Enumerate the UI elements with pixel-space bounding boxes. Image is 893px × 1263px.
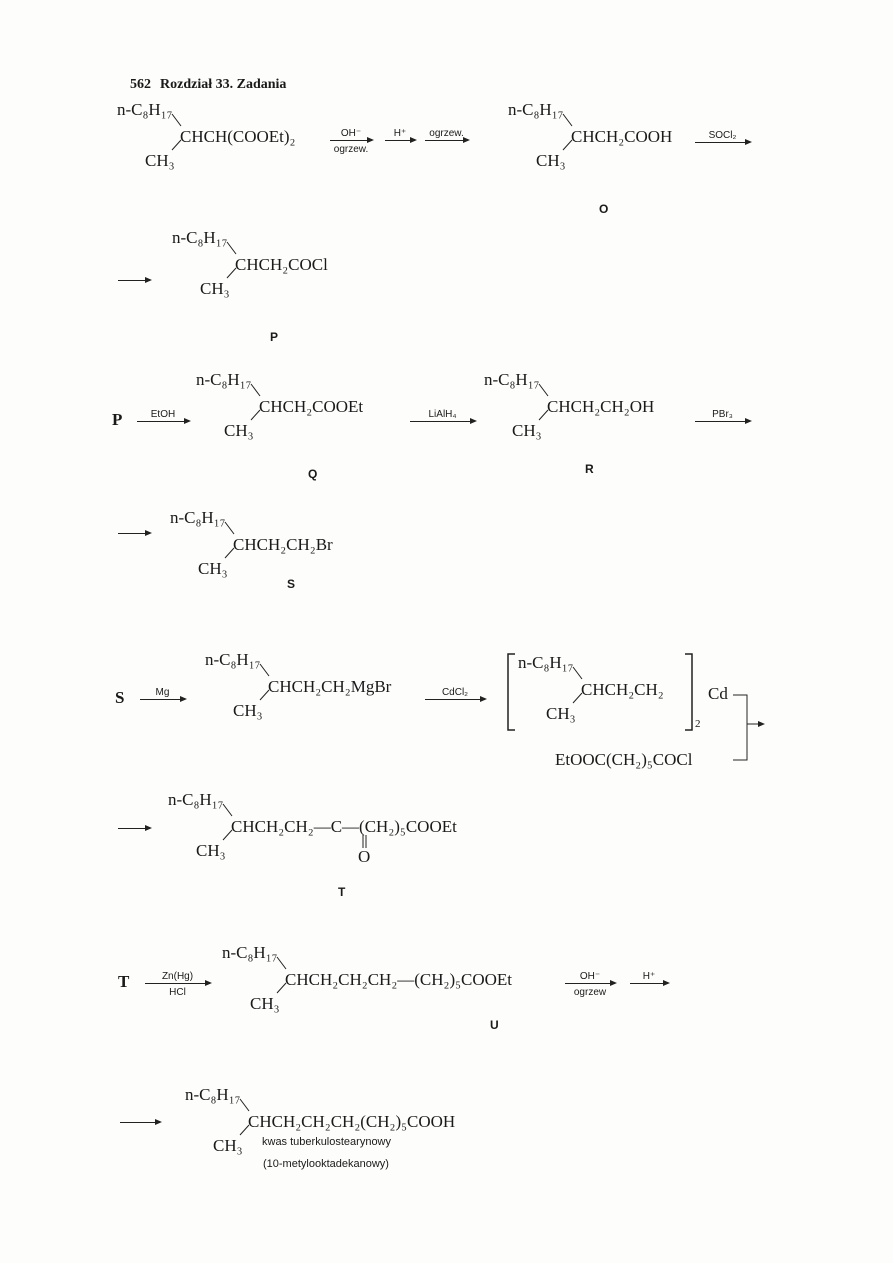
reaction-arrow (425, 687, 485, 701)
reagent: CdCl₂ (441, 687, 469, 698)
bond-lines (277, 957, 289, 997)
bond-lines (227, 242, 239, 282)
substituent-methyl: CH₃ (196, 841, 226, 860)
reagent: OH⁻ (579, 971, 601, 982)
caption-common-name: kwas tuberkulostearynowy (262, 1136, 392, 1148)
reaction-arrow (145, 971, 210, 998)
chapter-title: Rozdział 33. Zadania (160, 77, 287, 92)
reagent: LiAlH₄ (428, 409, 457, 420)
substituent-methyl: CH₃ (233, 701, 263, 720)
substituent-methyl: CH₃ (536, 151, 566, 170)
reaction-arrow (695, 130, 750, 144)
reaction-arrow (425, 128, 468, 142)
molecule-O (508, 100, 673, 170)
reaction-arrow (118, 828, 150, 830)
molecule-grignard (205, 650, 392, 720)
main-chain: CHCH₂CH₂ (581, 680, 664, 699)
compound-label-O: O (599, 202, 609, 216)
reagent: H⁺ (393, 128, 407, 139)
main-chain: CHCH₂CH₂CH₂(CH₂)₅COOH (248, 1112, 456, 1131)
reagent: PBr₃ (712, 409, 733, 420)
main-chain: CHCH(COOEt)₂ (180, 127, 296, 146)
bond-lines (240, 1099, 252, 1139)
molecule-P (172, 228, 328, 298)
reaction-arrow (118, 533, 150, 535)
reagent: Mg (155, 687, 170, 698)
main-chain: CHCH₂COCl (235, 255, 328, 274)
condition: ogrzew. (333, 144, 369, 155)
substituent-octyl: n-C₈H₁₇ (196, 370, 252, 389)
molecule-S (170, 508, 333, 578)
condition: ogrzew. (429, 128, 464, 139)
reaction-arrow (118, 280, 150, 282)
reaction-arrow (565, 971, 615, 998)
cadmium-symbol: Cd (708, 684, 728, 703)
substituent-octyl: n-C₈H₁₇ (117, 100, 173, 119)
bond-lines (251, 384, 263, 424)
main-chain: CHCH₂CH₂Br (233, 535, 333, 554)
substituent-octyl: n-C₈H₁₇ (170, 508, 226, 527)
bracket-subscript: 2 (695, 718, 701, 730)
main-chain: CHCH₂COOH (571, 127, 673, 146)
molecule-T (168, 790, 457, 860)
substituent-methyl: CH₃ (546, 704, 576, 723)
bond-lines (260, 664, 272, 704)
molecule-R (484, 370, 655, 440)
substituent-methyl: CH₃ (213, 1136, 243, 1155)
substituent-octyl: n-C₈H₁₇ (222, 943, 278, 962)
bond-lines (225, 522, 237, 562)
bond-lines (223, 804, 235, 844)
molecule-Q (196, 370, 364, 440)
molecule-diethyl-malonate (117, 100, 296, 170)
reaction-arrow (630, 971, 668, 985)
molecule-U (222, 943, 513, 1013)
reagent: Zn(Hg) (161, 971, 194, 982)
ester-acid-chloride: EtOOC(CH₂)₅COCl (555, 750, 693, 769)
reaction-arrow (385, 128, 415, 142)
compound-label-S: S (287, 577, 296, 591)
bond-lines (539, 384, 551, 424)
substituent-methyl: CH₃ (145, 151, 175, 170)
caption-systematic-name: (10-metylooktadekanowy) (263, 1158, 389, 1170)
substituent-methyl: CH₃ (224, 421, 254, 440)
main-chain: CHCH₂CH₂OH (547, 397, 655, 416)
start-compound: T (118, 972, 130, 991)
substituent-octyl: n-C₈H₁₇ (168, 790, 224, 809)
main-chain: CHCH₂COOEt (259, 397, 364, 416)
substituent-octyl: n-C₈H₁₇ (205, 650, 261, 669)
reagent: H⁺ (642, 971, 656, 982)
substituent-octyl: n-C₈H₁₇ (484, 370, 540, 389)
bond-lines (563, 114, 575, 154)
compound-label-P: P (270, 330, 279, 344)
substituent-octyl: n-C₈H₁₇ (185, 1085, 241, 1104)
substituent-methyl: CH₃ (512, 421, 542, 440)
main-chain: CHCH₂CH₂—C—(CH₂)₅COOEt (231, 817, 457, 836)
main-chain: CHCH₂CH₂CH₂—(CH₂)₅COOEt (285, 970, 513, 989)
reaction-arrow (330, 128, 372, 155)
substituent-octyl: n-C₈H₁₇ (508, 100, 564, 119)
substituent-methyl: CH₃ (198, 559, 228, 578)
start-compound: S (115, 688, 125, 707)
reaction-arrow (137, 409, 189, 423)
reagent: EtOH (150, 409, 176, 420)
reagent: OH⁻ (340, 128, 362, 139)
start-compound: P (112, 410, 123, 429)
molecule-dialkylcadmium (518, 653, 664, 723)
condition: ogrzew (573, 987, 607, 998)
substituent-methyl: CH₃ (200, 279, 230, 298)
reaction-arrow (140, 687, 185, 701)
bond-lines (573, 667, 585, 707)
substituent-octyl: n-C₈H₁₇ (172, 228, 228, 247)
compound-label-U: U (490, 1018, 499, 1032)
reaction-arrow (695, 409, 750, 423)
reaction-arrow (410, 409, 475, 423)
substituent-octyl: n-C₈H₁₇ (518, 653, 574, 672)
compound-label-T: T (338, 885, 346, 899)
reaction-arrow (120, 1122, 160, 1124)
carbonyl-oxygen: O (358, 847, 371, 866)
substituent-methyl: CH₃ (250, 994, 280, 1013)
compound-label-R: R (585, 462, 594, 476)
main-chain: CHCH₂CH₂MgBr (268, 677, 392, 696)
page-number: 562 (130, 77, 151, 92)
reagent: SOCl₂ (708, 130, 737, 141)
reagent: HCl (169, 987, 186, 998)
compound-label-Q: Q (308, 467, 318, 481)
bond-lines (172, 114, 184, 154)
